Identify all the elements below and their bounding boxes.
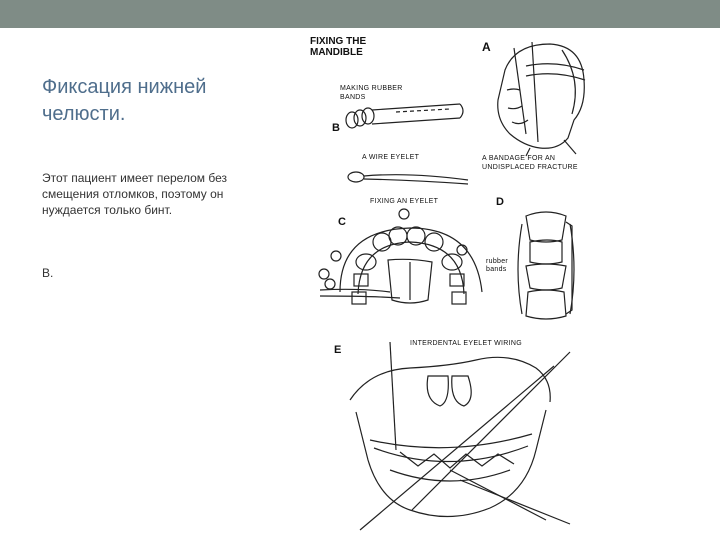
panel-label-b: B	[332, 122, 340, 134]
panel-label-a: A	[482, 40, 491, 54]
fixing-eyelet-label: FIXING AN EYELET	[370, 198, 439, 205]
making-rubber-bands-label: MAKING RUBBER BANDS	[340, 85, 403, 101]
top-bar	[0, 0, 720, 28]
illustration-drawing	[300, 30, 590, 540]
panel-label-c: C	[338, 216, 346, 228]
interdental-wiring-label: INTERDENTAL EYELET WIRING	[410, 340, 522, 347]
panel-label-e: E	[334, 344, 342, 356]
rubber-band-tube-drawing	[346, 104, 463, 128]
bandaged-head-drawing	[498, 42, 585, 156]
dental-arch-drawing	[319, 209, 482, 304]
figure-heading: FIXING THE MANDIBLE	[310, 36, 367, 58]
slide-list-item: В.	[42, 266, 54, 280]
slide-title: Фиксация нижней челюсти.	[42, 76, 207, 125]
wire-eyelet-label: A WIRE EYELET	[362, 154, 420, 161]
rubber-bands-teeth-drawing	[518, 212, 574, 319]
wire-eyelet-drawing	[348, 172, 468, 184]
panel-label-d: D	[496, 196, 504, 208]
mandible-fixation-illustration	[300, 30, 590, 540]
slide-body-text: Этот пациент имеет перелом без смещения отломков, поэтому он нуждается только бинт.	[42, 171, 228, 217]
bandage-note-label: A BANDAGE FOR AN UNDISPLACED FRACTURE	[482, 155, 578, 171]
jaw-wiring-drawing	[350, 342, 570, 530]
rubber-bands-label: rubber bands	[486, 258, 509, 273]
